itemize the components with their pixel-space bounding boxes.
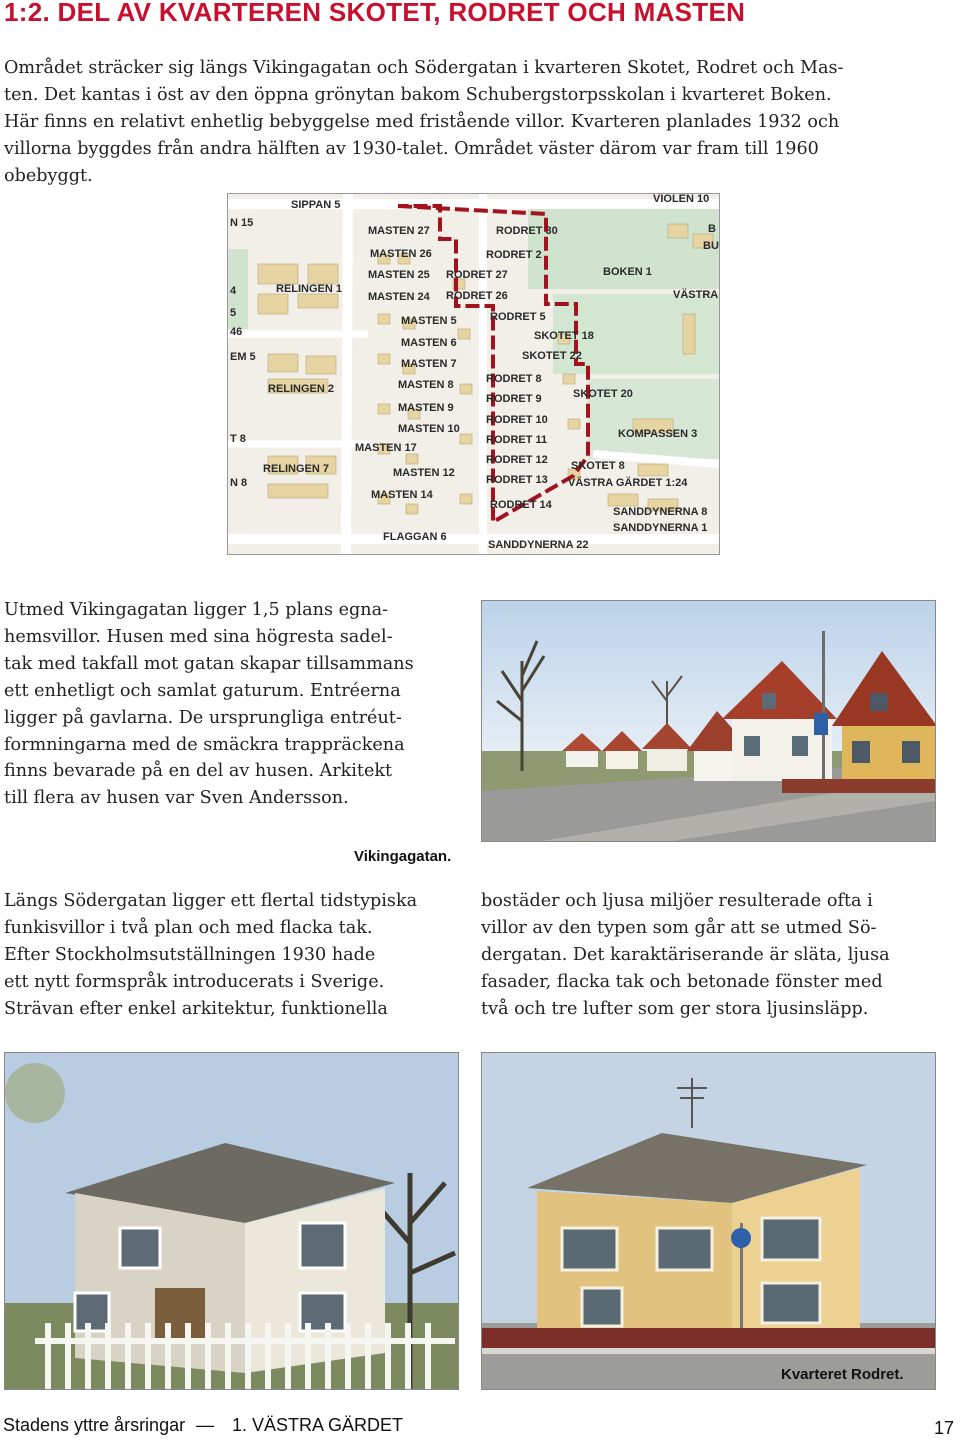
map-label: N 15 <box>230 217 254 229</box>
paragraph-line: till flera av husen var Sven Andersson. <box>4 788 349 809</box>
map-label: SKOTET 18 <box>534 330 594 342</box>
map-label: RODRET 30 <box>496 225 558 237</box>
map-label: BU <box>703 240 719 252</box>
map-label: MASTEN 12 <box>393 467 455 479</box>
intro-line: ten. Det kantas i öst av den öppna grönytan bakom Schubergstorpsskolan i kvarteret Boken. <box>4 84 832 105</box>
map-label: RODRET 2 <box>486 249 542 261</box>
photo-vikingagatan <box>481 600 936 842</box>
photo-kvarteret-rodret <box>481 1052 936 1390</box>
map-label: SKOTET 22 <box>522 350 582 362</box>
map-label: RELINGEN 1 <box>276 283 343 295</box>
map-label: SANDDYNERNA 22 <box>488 539 589 551</box>
map-label: SKOTET 20 <box>573 388 633 400</box>
footer-chapter: 1. VÄSTRA GÄRDET <box>232 1415 404 1435</box>
map-label: RODRET 12 <box>486 454 548 466</box>
map-label: SIPPAN 5 <box>291 199 341 211</box>
paragraph-line: Längs Södergatan ligger ett flertal tidstypiska <box>4 891 418 911</box>
photo-caption-kvarteret-rodret: Kvarteret Rodret. <box>781 1366 904 1383</box>
paragraph-line: hemsvillor. Husen med sina högresta sadel- <box>4 626 393 647</box>
map-label: MASTEN 7 <box>401 358 457 370</box>
map-label: RODRET 14 <box>490 499 552 511</box>
map-label: EM 5 <box>230 351 256 363</box>
area-map <box>227 193 720 555</box>
intro-line: villorna byggdes från andra hälften av 1930-talet. Området väster därom var fram till 1960 <box>4 138 819 159</box>
paragraph-line: fasader, flacka tak och betonade fönster med <box>481 971 883 992</box>
map-graphic <box>228 194 719 554</box>
map-label: MASTEN 5 <box>401 315 457 327</box>
intro-line: Området sträcker sig längs Vikingagatan och Södergatan i kvarteren Skotet, Rodret och Mas- <box>4 58 844 78</box>
map-label: RELINGEN 7 <box>263 463 330 475</box>
paragraph-line: funkisvillor i två plan och med flacka tak. <box>4 917 373 938</box>
paragraph-line: ett enhetligt och samlat gaturum. Entréerna <box>4 680 401 701</box>
map-label: SANDDYNERNA 8 <box>613 506 708 518</box>
section-title: 1:2. DEL AV KVARTEREN SKOTET, RODRET OCH MASTEN <box>4 0 746 27</box>
map-label: VÄSTRA <box>673 289 719 301</box>
intro-line: Här finns en relativt enhetlig bebyggelse med fristående villor. Kvarteren planlades 1932 och <box>4 111 840 132</box>
paragraph-line: villor av den typen som går att se utmed Sö- <box>481 917 877 938</box>
sodergatan-paragraph-right <box>481 888 951 1023</box>
footer-publication: Stadens yttre årsringar <box>3 1415 186 1435</box>
footer-dash: — <box>196 1415 214 1435</box>
map-label: MASTEN 24 <box>368 291 430 303</box>
map-label: RODRET 10 <box>486 414 548 426</box>
map-label: RODRET 8 <box>486 373 542 385</box>
map-label: MASTEN 26 <box>370 248 432 260</box>
map-label: FLAGGAN 6 <box>383 531 447 543</box>
paragraph-line: Utmed Vikingagatan ligger 1,5 plans egna- <box>4 600 389 620</box>
map-label: MASTEN 9 <box>398 402 454 414</box>
map-label: MASTEN 10 <box>398 423 460 435</box>
map-label: SKOTET 8 <box>571 460 625 472</box>
sodergatan-paragraph-left <box>4 888 474 1023</box>
map-label: RELINGEN 2 <box>268 383 335 395</box>
map-label: BOKEN 1 <box>603 266 652 278</box>
page-number: 17 <box>934 1418 955 1438</box>
intro-line: obebyggt. <box>4 165 93 186</box>
map-label: MASTEN 25 <box>368 269 430 281</box>
map-label: RODRET 13 <box>486 474 548 486</box>
map-label: 46 <box>230 326 243 338</box>
paragraph-line: två och tre lufter som ger stora ljusinsläpp. <box>481 998 869 1019</box>
vikingagatan-paragraph <box>4 597 474 812</box>
paragraph-line: formningarna med de smäckra trappräckena <box>4 734 405 755</box>
map-label: RODRET 27 <box>446 269 508 281</box>
map-label: MASTEN 14 <box>371 489 433 501</box>
photo-caption-vikingagatan: Vikingagatan. <box>354 848 452 865</box>
paragraph-line: ligger på gavlarna. De ursprungliga entréut- <box>4 707 402 728</box>
map-label: 4 <box>230 285 237 297</box>
paragraph-line: Efter Stockholmsutställningen 1930 hade <box>4 944 376 965</box>
map-label: SANDDYNERNA 1 <box>613 522 708 534</box>
map-label: VÄSTRA GÄRDET 1:24 <box>568 477 688 489</box>
map-label: N 8 <box>230 477 248 489</box>
photo-funkis-white <box>4 1052 459 1390</box>
map-label: MASTEN 27 <box>368 225 430 237</box>
map-label: MASTEN 17 <box>355 442 417 454</box>
paragraph-line: bostäder och ljusa miljöer resulterade ofta i <box>481 891 873 911</box>
map-label: MASTEN 8 <box>398 379 454 391</box>
paragraph-line: dergatan. Det karaktäriserande är släta, ljusa <box>481 944 890 965</box>
paragraph-line: ett nytt formspråk introducerats i Sverige. <box>4 971 385 992</box>
paragraph-line: tak med takfall mot gatan skapar tillsammans <box>4 653 414 674</box>
map-label: KOMPASSEN 3 <box>618 428 698 440</box>
intro-paragraph <box>4 55 934 190</box>
paragraph-line: finns bevarade på en del av husen. Arkitekt <box>4 761 393 782</box>
map-label: 5 <box>230 307 237 319</box>
map-label: B <box>708 223 716 235</box>
map-label: VIOLEN 10 <box>653 194 710 205</box>
map-label: RODRET 5 <box>490 311 546 323</box>
map-label: T 8 <box>230 433 246 445</box>
map-label: RODRET 9 <box>486 393 542 405</box>
map-street <box>346 194 348 554</box>
map-label: MASTEN 6 <box>401 337 457 349</box>
map-label: RODRET 26 <box>446 290 508 302</box>
map-label: RODRET 11 <box>486 434 548 446</box>
paragraph-line: Strävan efter enkel arkitektur, funktionella <box>4 998 388 1019</box>
